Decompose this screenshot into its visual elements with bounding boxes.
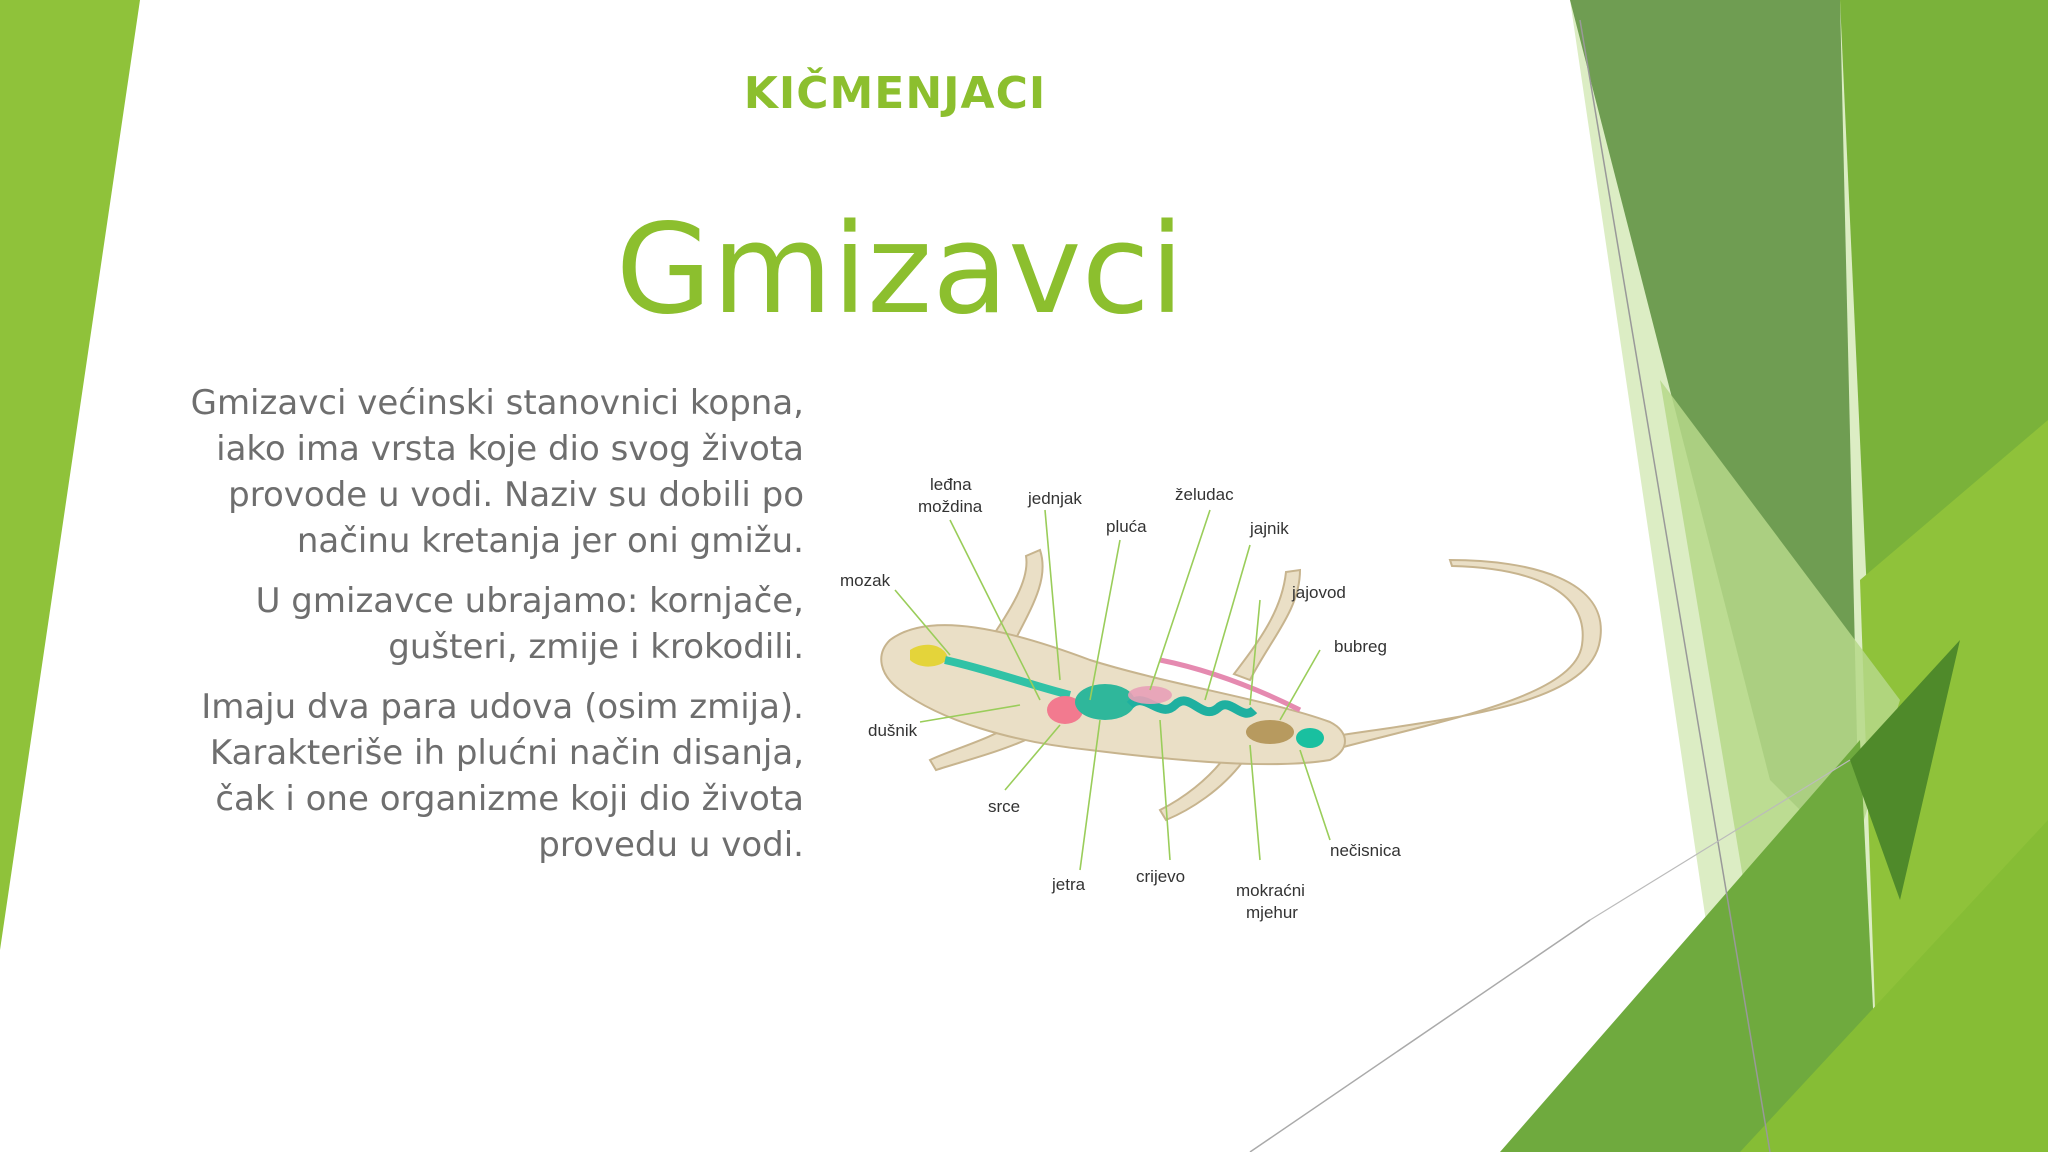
label-crijevo: crijevo: [1136, 867, 1186, 886]
label-jajnik: jajnik: [1250, 519, 1289, 538]
paragraph-3: Imaju dva para udova (osim zmija). Karakteriše ih plućni način disanja, čak i one organizme koji dio života provedu u vodi.: [201, 687, 804, 865]
label-ledna: leđna: [930, 475, 972, 494]
organ-kidney: [1246, 720, 1294, 744]
organ-lung: [1075, 684, 1135, 720]
label-pluca: pluća: [1106, 517, 1147, 536]
organ-bladder: [1296, 728, 1324, 748]
label-mozak: mozak: [840, 571, 891, 590]
label-bubreg: bubreg: [1334, 637, 1387, 656]
label-srce: srce: [988, 797, 1021, 816]
label-mokracni: mokraćni: [1236, 881, 1305, 900]
lizard-leg-back-top: [1234, 570, 1300, 680]
label-dusnik: dušnik: [868, 721, 918, 740]
label-jednjak: jednjak: [1028, 489, 1082, 508]
label-necisnica: nečisnica: [1330, 841, 1401, 860]
label-jajovod: jajovod: [1292, 583, 1346, 602]
slide-title: Gmizavci: [615, 198, 1185, 342]
section-header: KIČMENJACI: [743, 68, 1047, 119]
body-text: [170, 380, 804, 882]
paragraph-2: U gmizavce ubrajamo: kornjače, gušteri, zmije i krokodili.: [255, 581, 804, 667]
label-zeludac: želudac: [1175, 485, 1234, 504]
lizard-tail: [1310, 560, 1601, 756]
label-jetra: jetra: [1052, 875, 1086, 894]
lizard-anatomy-diagram: [830, 460, 1630, 940]
paragraph-1: Gmizavci većinski stanovnici kopna, iako ima vrsta koje dio svog života provode u vodi. Naziv su dobili po načinu kretanja jer oni gmižu.: [190, 383, 804, 561]
label-mozdina: moždina: [918, 497, 983, 516]
label-mjehur: mjehur: [1246, 903, 1298, 922]
